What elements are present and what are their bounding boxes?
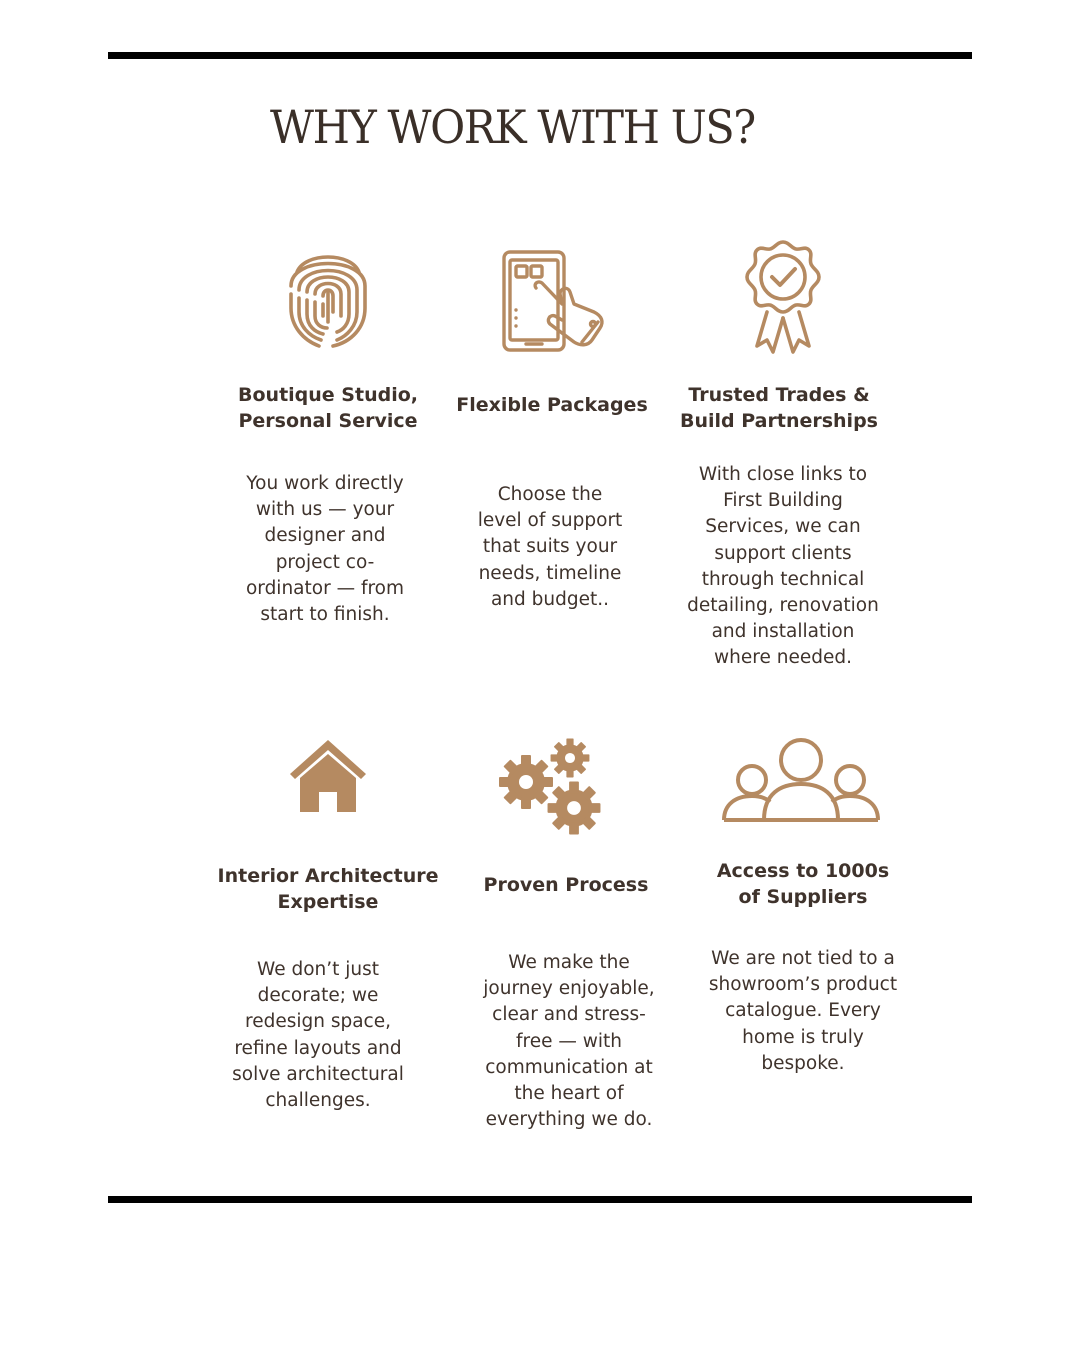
page-title: WHY WORK WITH US? [270, 100, 755, 154]
feature-title-line: Trusted Trades & [688, 384, 870, 406]
feature-title-line: Boutique Studio, [238, 384, 418, 406]
feature-desc-line: and budget.. [490, 588, 610, 610]
feature-desc-line: communication at [485, 1056, 653, 1078]
feature-desc-line: and installation [711, 621, 855, 643]
award-badge-icon [743, 238, 823, 358]
phone-tap-icon [500, 248, 608, 354]
group-icon [720, 736, 882, 824]
feature-desc-line: We are not tied to a [711, 948, 895, 969]
feature-desc-line: showroom’s product [708, 974, 898, 996]
feature-desc-line: First Building [723, 490, 843, 512]
gears-icon [498, 738, 604, 838]
feature-title-suppliers [690, 858, 916, 910]
feature-title-line: Build Partnerships [680, 410, 878, 432]
feature-desc-line: bespoke. [761, 1052, 845, 1074]
feature-desc-line: With close links to [698, 464, 868, 485]
feature-title-flexible [442, 392, 662, 418]
feature-title-boutique [218, 382, 438, 434]
feature-desc-line: designer and [264, 525, 386, 547]
feature-desc-line: detailing, renovation [687, 595, 879, 617]
feature-title-line: Interior Architecture [217, 865, 439, 887]
feature-desc-line: start to finish. [260, 604, 390, 626]
feature-desc-line: We make the [508, 952, 630, 973]
feature-desc-line: Choose the [497, 484, 603, 505]
feature-title-line: Proven Process [483, 874, 649, 896]
feature-title-line: Access to 1000s [716, 860, 890, 882]
feature-desc-line: project co- [275, 551, 375, 573]
feature-desc-line: catalogue. Every [725, 1000, 881, 1022]
feature-desc-line: where needed. [714, 647, 852, 669]
feature-desc-line: everything we do. [485, 1109, 653, 1131]
feature-desc-flexible [430, 482, 670, 613]
bottom-divider [108, 1196, 972, 1203]
feature-desc-boutique [205, 471, 445, 628]
feature-title-trusted [664, 382, 894, 434]
feature-desc-trusted [658, 462, 908, 672]
feature-desc-line: free — with [516, 1030, 622, 1052]
feature-desc-line: refine layouts and [234, 1037, 402, 1059]
feature-desc-line: the heart of [514, 1083, 624, 1105]
feature-title-line: Personal Service [238, 410, 418, 432]
feature-desc-line: level of support [477, 510, 623, 532]
feature-desc-line: decorate; we [257, 985, 379, 1007]
top-divider [108, 52, 972, 59]
feature-desc-line: needs, timeline [478, 562, 622, 584]
house-icon [288, 738, 368, 814]
feature-desc-line: solve architectural [232, 1063, 404, 1085]
feature-desc-line: through technical [701, 568, 865, 590]
feature-desc-suppliers [678, 946, 928, 1077]
feature-title-proven [456, 872, 676, 898]
feature-desc-line: support clients [714, 542, 852, 564]
feature-title-line: of Suppliers [738, 886, 868, 908]
feature-title-interior [208, 863, 448, 915]
feature-desc-line: that suits your [482, 536, 618, 558]
feature-desc-line: journey enjoyable, [483, 978, 655, 1000]
feature-desc-line: home is truly [742, 1026, 864, 1048]
feature-desc-proven [444, 950, 694, 1133]
feature-title-line: Expertise [277, 891, 379, 913]
feature-desc-line: with us — your [255, 499, 395, 521]
feature-desc-line: Services, we can [705, 516, 861, 538]
feature-desc-line: challenges. [265, 1090, 371, 1112]
feature-desc-interior [198, 957, 438, 1114]
feature-desc-line: clear and stress- [492, 1004, 646, 1026]
fingerprint-icon [285, 242, 371, 348]
feature-desc-line: ordinator — from [245, 577, 405, 599]
feature-desc-line: We don’t just [256, 959, 380, 980]
feature-desc-line: You work directly [246, 473, 404, 494]
feature-desc-line: redesign space, [245, 1011, 391, 1033]
feature-title-line: Flexible Packages [456, 394, 648, 416]
